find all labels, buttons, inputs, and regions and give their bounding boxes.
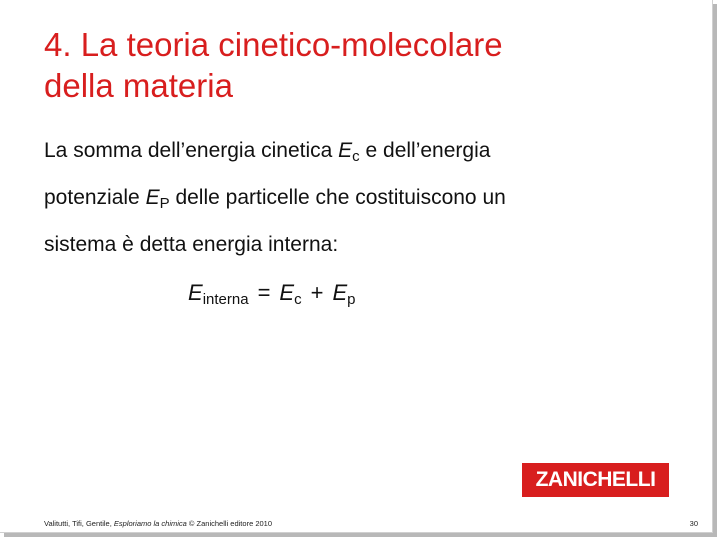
- kinetic-energy-subscript: c: [352, 148, 360, 165]
- formula-term1-subscript: c: [294, 291, 302, 308]
- equals-sign: =: [257, 280, 271, 305]
- body-line-3: sistema è detta energia interna:: [44, 233, 339, 256]
- body-text-segment: delle particelle che costituiscono un: [169, 186, 506, 209]
- body-text-segment: potenziale: [44, 186, 146, 209]
- body-line-2: [44, 175, 664, 222]
- body-text-segment: La somma dell’energia cinetica: [44, 139, 339, 162]
- formula-lhs-symbol: E: [188, 280, 203, 305]
- body-text-segment: e dell’energia: [359, 139, 491, 162]
- footer-book-title: Esploriamo la chimica: [113, 519, 187, 528]
- footer-credit: [44, 519, 272, 528]
- body-paragraph: [44, 128, 664, 267]
- plus-sign: +: [310, 280, 324, 305]
- potential-energy-subscript: P: [159, 195, 170, 212]
- potential-energy-symbol: E: [145, 186, 160, 209]
- zanichelli-logo: ZANICHELLI: [522, 463, 669, 497]
- slide-title: [44, 24, 684, 106]
- body-line-1: [44, 128, 664, 175]
- footer-authors: Valitutti, Tifi, Gentile,: [44, 519, 114, 528]
- formula-term2-subscript: p: [347, 291, 356, 308]
- formula-term2-symbol: E: [332, 280, 348, 305]
- title-line-2: della materia: [44, 67, 233, 104]
- page-number: 30: [689, 519, 698, 528]
- footer-publisher: © Zanichelli editore 2010: [186, 519, 273, 528]
- title-line-1: 4. La teoria cinetico-molecolare: [44, 26, 503, 63]
- formula-term1-symbol: E: [279, 280, 295, 305]
- formula-lhs-subscript: interna: [202, 291, 249, 308]
- internal-energy-formula: [188, 280, 356, 306]
- kinetic-energy-symbol: E: [338, 139, 353, 162]
